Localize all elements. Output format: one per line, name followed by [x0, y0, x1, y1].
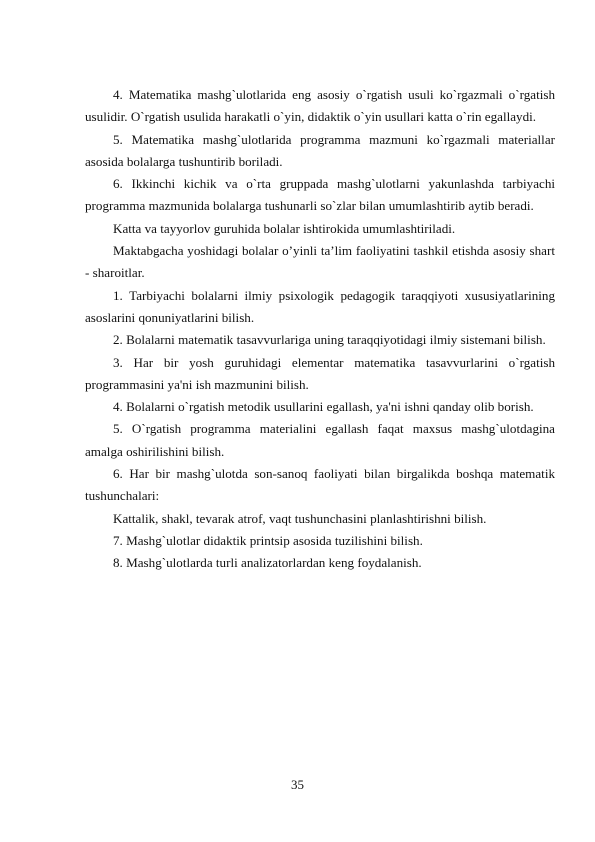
paragraph: 4. Bolalarni o`rgatish metodik usullarini egallash, ya'ni ishni qanday olib borish. [113, 399, 534, 415]
paragraph: Kattalik, shakl, tevarak atrof, vaqt tushunchasini planlashtirishni bilish. [113, 510, 487, 526]
page-number: 35 [291, 777, 304, 792]
paragraph: 5. Matematika mashg`ulotlarida programma mazmuni ko`rgazmali materiallar asosida bolalarga tushuntirib boriladi. [85, 131, 555, 169]
paragraph: 4. Matematika mashg`ulotlarida eng asosiy o`rgatish usuli ko`rgazmali o`rgatish usulidir. O`rgatish usulida harakatli o`yin, didaktik o`yin usullari katta o`rin egallaydi. [85, 87, 555, 125]
paragraph: Maktabgacha yoshidagi bolalar o’yinli ta’lim faoliyatini tashkil etishda asosiy shart - sharoitlar. [85, 243, 555, 281]
paragraph: 6. Ikkinchi kichik va o`rta gruppada mashg`ulotlarni yakunlashda tarbiyachi programma mazmunida bolalarga tushunarli so`zlar bilan umumlashtirib aytib beradi. [85, 176, 555, 214]
paragraph: 5. O`rgatish programma materialini egallash faqat maxsus mashg`ulotdagina amalga oshirilishini bilish. [85, 421, 555, 459]
paragraph: 2. Bolalarni matematik tasavvurlariga uning taraqqiyotidagi ilmiy sistemani bilish. [113, 332, 546, 348]
paragraph: 7. Mashg`ulotlar didaktik printsip asosida tuzilishini bilish. [113, 532, 423, 548]
paragraph: 8. Mashg`ulotlarda turli analizatorlardan keng foydalanish. [113, 555, 422, 571]
paragraph: Katta va tayyorlov guruhida bolalar ishtirokida umumlashtiriladi. [113, 220, 456, 236]
paragraph: 3. Har bir yosh guruhidagi elementar matematika tasavvurlarini o`rgatish programmasini ya'ni ish mazmunini bilish. [85, 354, 555, 392]
paragraph: 1. Tarbiyachi bolalarni ilmiy psixologik pedagogik taraqqiyoti xususiyatlarining asoslarini qonuniyatlarini bilish. [85, 287, 555, 325]
paragraph: 6. Har bir mashg`ulotda son-sanoq faoliyati bilan birgalikda boshqa matematik tushunchalari: [85, 466, 555, 504]
body-text [85, 84, 555, 575]
